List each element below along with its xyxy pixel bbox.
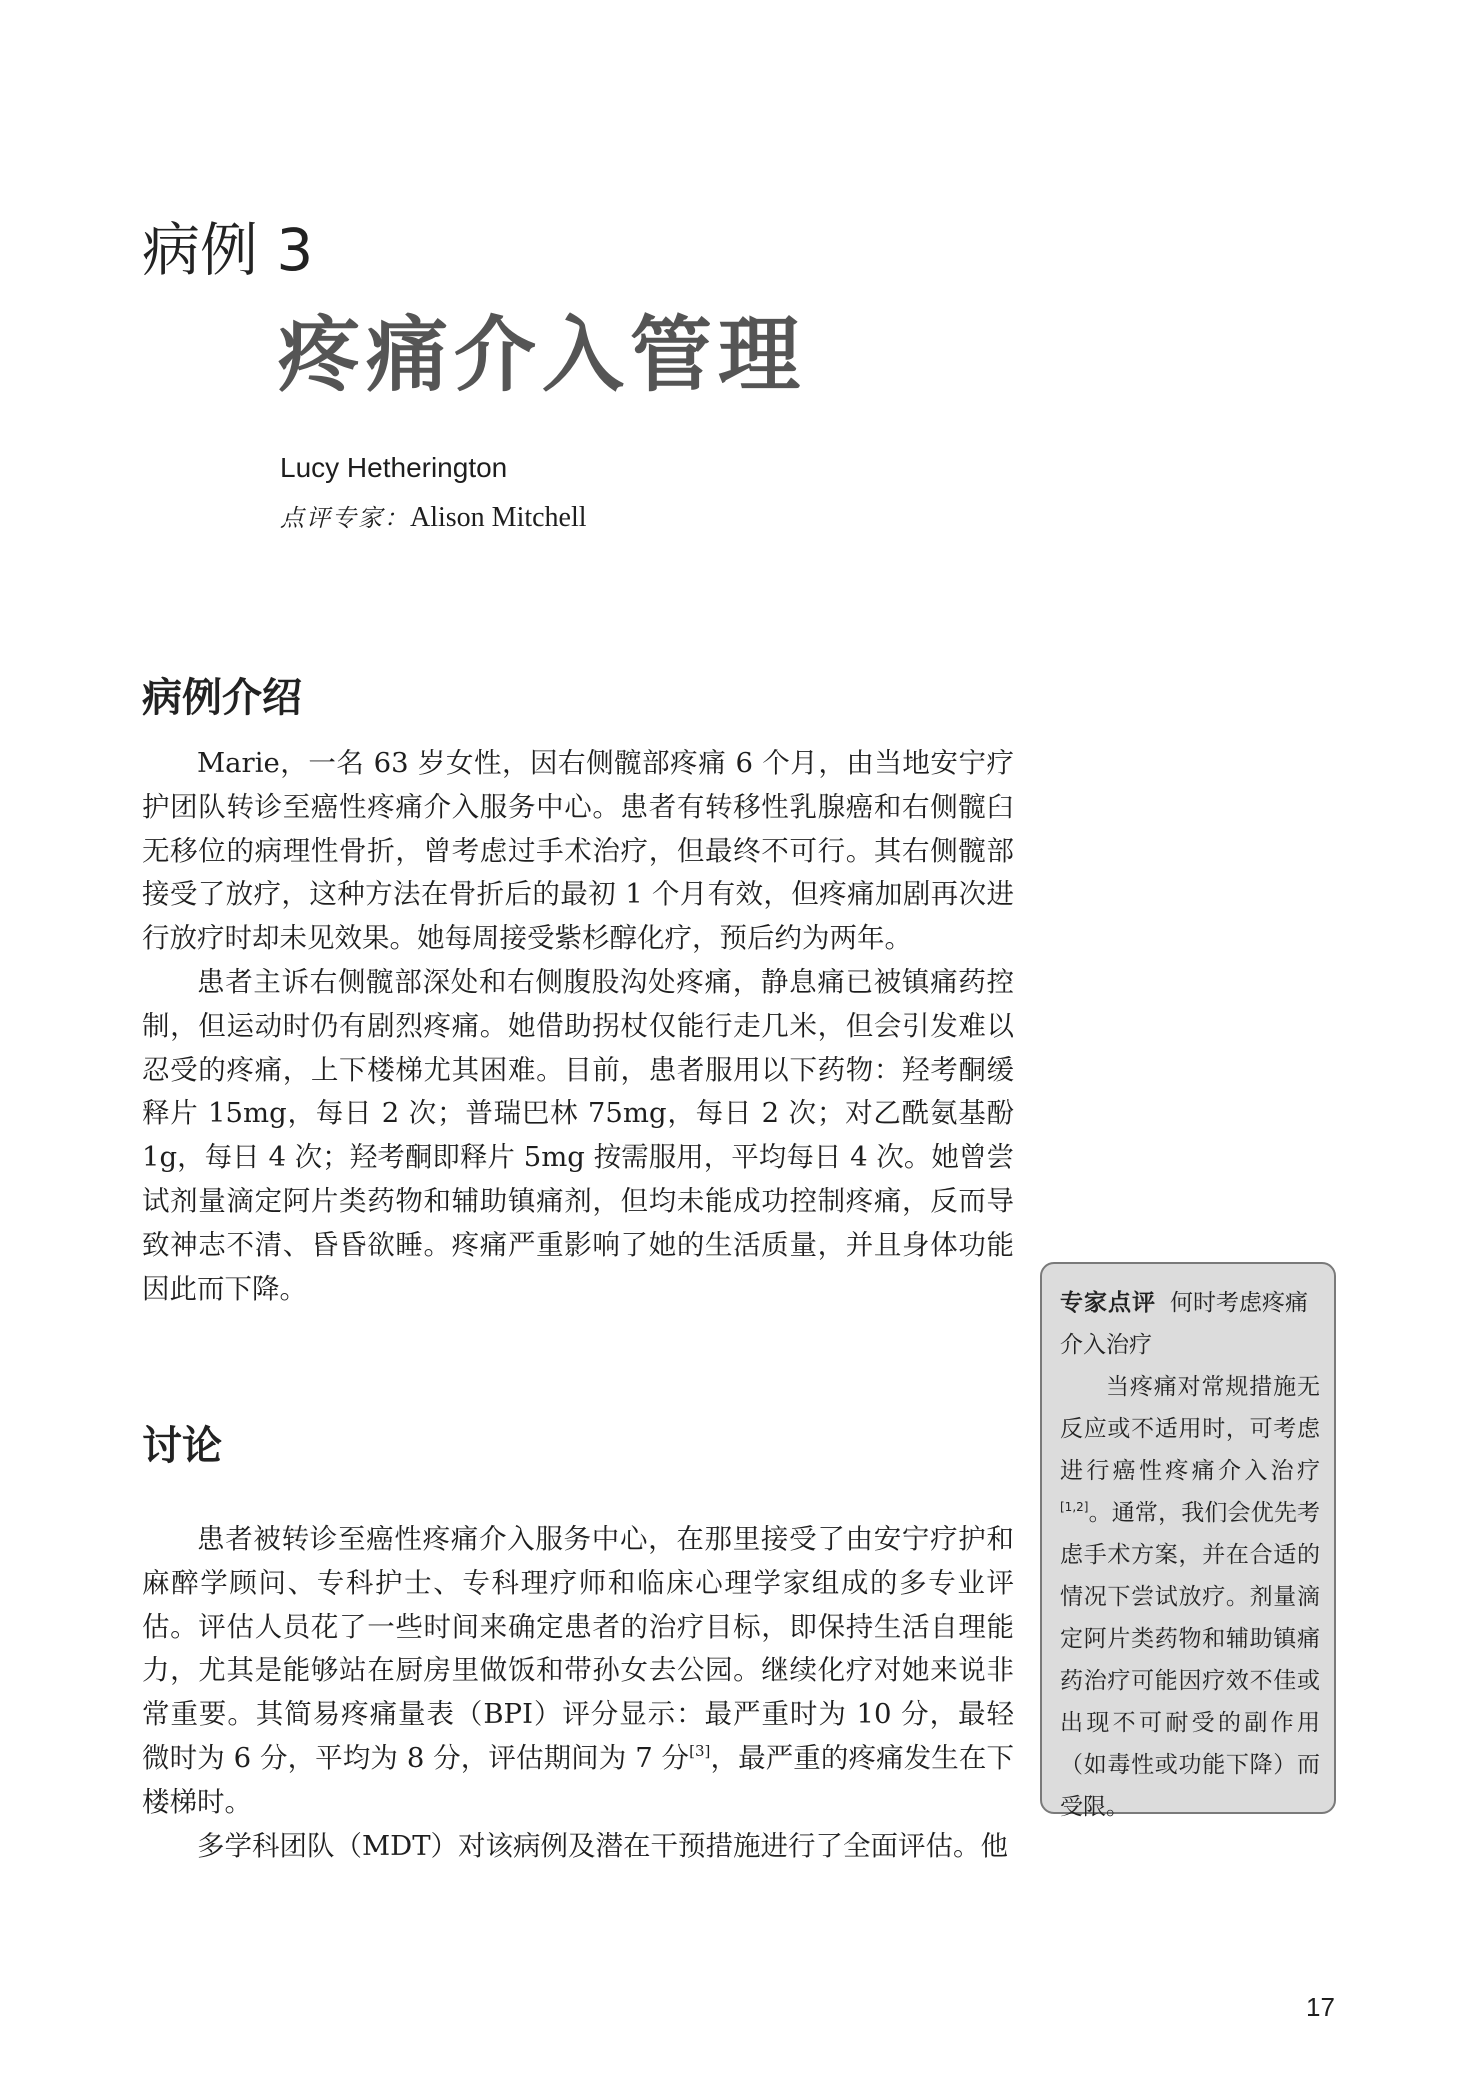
reviewer-name: Alison Mitchell bbox=[410, 502, 587, 533]
discussion-paragraph: 患者被转诊至癌性疼痛介入服务中心，在那里接受了由安宁疗护和麻醉学顾问、专科护士、专科理疗师和临床心理学家组成的多专业评估。评估人员花了一些时间来确定患者的治疗目标，即保持生活自理能力，尤其是能够站在厨房里做饭和带孙女去公园。继续化疗对她来说非常重要。其简易疼痛量表（BPI）评分显示：最严重时为 10 分，最轻微时为 6 分，平均为 8 分，评估期间为 7 分[3]，最严重的疼痛发生在下楼梯时。 bbox=[142, 1523, 1015, 1818]
section-heading-intro: 病例介绍 bbox=[142, 675, 302, 721]
citation-ref: [3] bbox=[689, 1741, 711, 1760]
intro-body bbox=[142, 742, 1014, 1311]
author-name: Lucy Hetherington bbox=[280, 452, 508, 483]
expert-box-label: 专家点评 bbox=[1060, 1290, 1156, 1316]
expert-box-header bbox=[1060, 1282, 1320, 1366]
expert-box-body: 当疼痛对常规措施无反应或不适用时，可考虑进行癌性疼痛介入治疗[1,2]。通常，我们会优先考虑手术方案，并在合适的情况下尝试放疗。剂量滴定阿片类药物和辅助镇痛药治疗可能因疗效不佳或出现不可耐受的副作用（如毒性或功能下降）而受限。 bbox=[1060, 1374, 1320, 1820]
reviewer-line bbox=[280, 500, 587, 536]
page-number: 17 bbox=[1306, 1992, 1335, 2022]
case-number: 病例 3 bbox=[142, 216, 314, 284]
expert-commentary-box bbox=[1040, 1262, 1336, 1820]
expert-box-topic: 何时考虑疼痛介入治疗 bbox=[1060, 1290, 1308, 1358]
reviewer-label: 点评专家： bbox=[280, 504, 410, 532]
intro-paragraph: 患者主诉右侧髋部深处和右侧腹股沟处疼痛，静息痛已被镇痛药控制，但运动时仍有剧烈疼痛。她借助拐杖仅能行走几米，但会引发难以忍受的疼痛，上下楼梯尤其困难。目前，患者服用以下药物：羟考酮缓释片 15mg，每日 2 次；普瑞巴林 75mg，每日 2 次；对乙酰氨基酚 1g，每日 4 次；羟考酮即释片 5mg 按需服用，平均每日 4 次。她曾尝试剂量滴定阿片类药物和辅助镇痛剂，但均未能成功控制疼痛，反而导致神志不清、昏昏欲睡。疼痛严重影响了她的生活质量，并且身体功能因此而下降。 bbox=[142, 965, 1014, 1305]
section-heading-discussion: 讨论 bbox=[142, 1423, 222, 1469]
discussion-paragraph: 多学科团队（MDT）对该病例及潜在干预措施进行了全面评估。他 bbox=[197, 1829, 1009, 1862]
discussion-body bbox=[142, 1518, 1014, 1868]
intro-paragraph: Marie，一名 63 岁女性，因右侧髋部疼痛 6 个月，由当地安宁疗护团队转诊至癌性疼痛介入服务中心。患者有转移性乳腺癌和右侧髋臼无移位的病理性骨折，曾考虑过手术治疗，但最终不可行。其右侧髋部接受了放疗，这种方法在骨折后的最初 1 个月有效，但疼痛加剧再次进行放疗时却未见效果。她每周接受紫杉醇化疗，预后约为两年。 bbox=[142, 747, 1014, 955]
citation-ref: [1,2] bbox=[1060, 1500, 1089, 1514]
chapter-title: 疼痛介入管理 bbox=[278, 308, 807, 403]
